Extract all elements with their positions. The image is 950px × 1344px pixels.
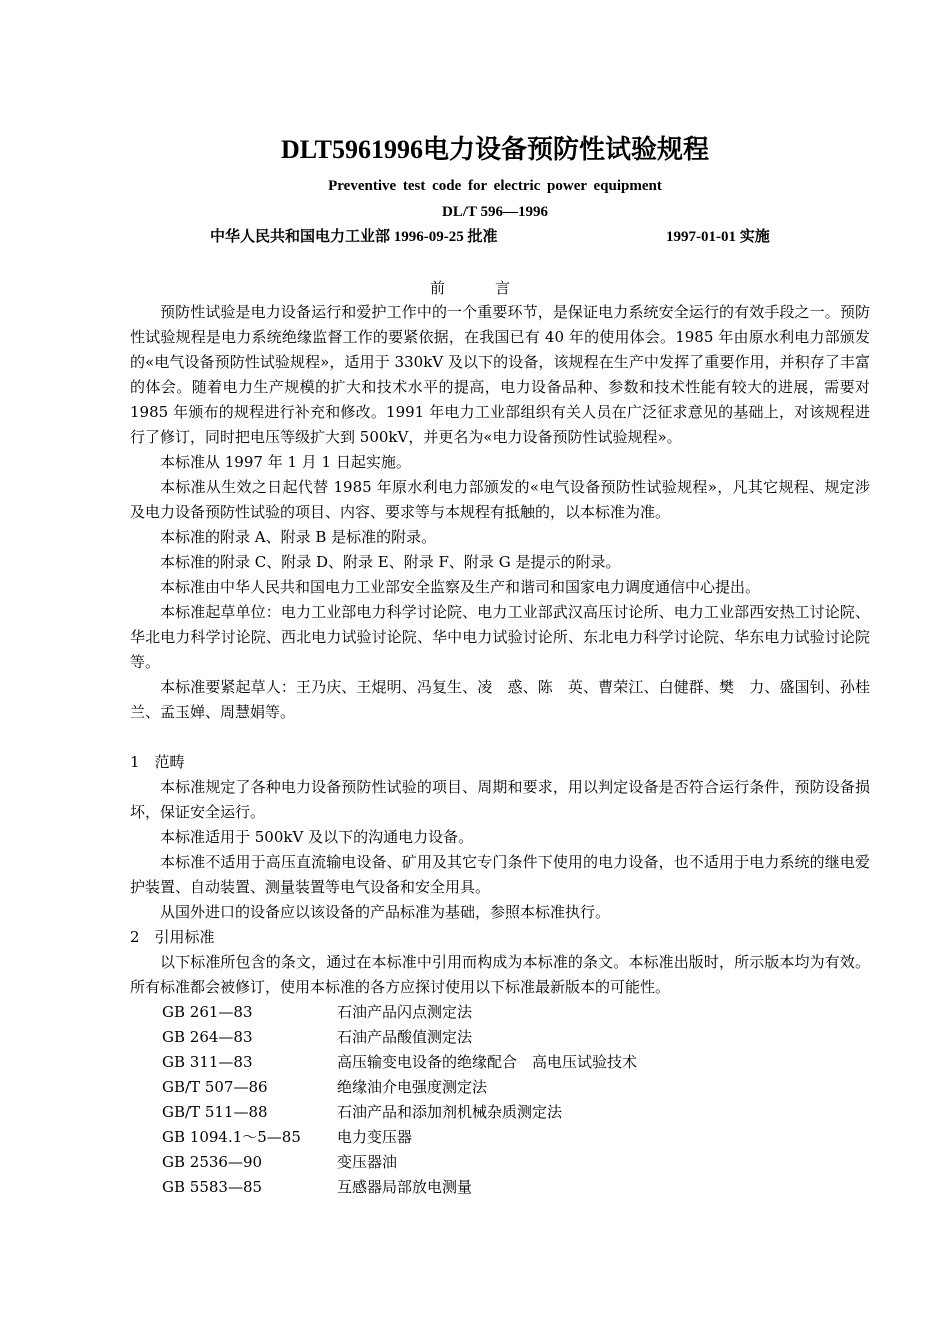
section-1-paragraph: 本标准不适用于高压直流输电设备、矿用及其它专门条件下使用的电力设备，也不适用于电力系统的继电爱护装置、自动装置、测量装置等电气设备和安全用具。 [130, 853, 870, 896]
reference-row [130, 1025, 637, 1050]
reference-code: GB 2536—90 [162, 1153, 263, 1171]
reference-row [130, 1175, 637, 1200]
reference-code: GB 311—83 [162, 1053, 253, 1071]
preface-paragraph: 本标准起草单位：电力工业部电力科学讨论院、电力工业部武汉高压讨论所、电力工业部西安热工讨论院、华北电力科学讨论院、西北电力试验讨论院、华中电力试验讨论所、东北电力科学讨论院、华东电力试验讨论院等。 [130, 603, 870, 671]
effective-date: 1997-01-01 实施 [666, 229, 770, 245]
reference-name: 高压输变电设备的绝缘配合 高电压试验技术 [337, 1053, 638, 1071]
standard-code: DL/T 596—1996 [442, 204, 548, 220]
preface-heading: 前言 [429, 279, 560, 297]
reference-name: 石油产品闪点测定法 [337, 1003, 473, 1021]
reference-code: GB/T 511—88 [162, 1103, 268, 1121]
document-title: DLT5961996电力设备预防性试验规程 [280, 135, 710, 164]
preface-paragraph: 预防性试验是电力设备运行和爱护工作中的一个重要环节，是保证电力系统安全运行的有效手段之一。预防性试验规程是电力系统绝缘监督工作的要紧依据，在我国已有 40 年的使用体会。1985 年由原水利电力部颁发的«电气设备预防性试验规程»，适用于 330kV 及以下的设备，该规程在生产中发挥了重要作用，并积存了丰富的体会。随着电力生产规模的扩大和技术水平的提高，电力设备品种、参数和技术性能有较大的进展，需要对 1985 年颁布的规程进行补充和修改。1991 年电力工业部组织有关人员在广泛征求意见的基础上，对该规程进行了修订，同时把电压等级扩大到 500kV，并更名为«电力设备预防性试验规程»。 [130, 303, 870, 446]
preface-paragraph: 本标准的附录 C、附录 D、附录 E、附录 F、附录 G 是提示的附录。 [160, 553, 621, 571]
preface-paragraph: 本标准的附录 A、附录 B 是标准的附录。 [160, 528, 437, 546]
reference-row [130, 1050, 637, 1075]
section-2-heading: 2 引用标准 [130, 928, 215, 946]
reference-row [130, 1100, 637, 1125]
section-1-heading: 1 范畴 [130, 753, 185, 771]
reference-name: 变压器油 [337, 1153, 398, 1171]
reference-code: GB 5583—85 [162, 1178, 263, 1196]
reference-code: GB 261—83 [162, 1003, 253, 1021]
approval-line: 中华人民共和国电力工业部 1996-09-25 批准 [210, 229, 498, 245]
preface-paragraph: 本标准由中华人民共和国电力工业部安全监察及生产和谐司和国家电力调度通信中心提出。 [160, 578, 761, 596]
reference-row [130, 1150, 637, 1175]
reference-name: 电力变压器 [337, 1128, 413, 1146]
section-1-paragraph: 本标准适用于 500kV 及以下的沟通电力设备。 [160, 828, 474, 846]
preface-paragraph: 本标准从 1997 年 1 月 1 日起实施。 [160, 453, 411, 471]
reference-row [130, 1075, 637, 1100]
section-1-paragraph: 本标准规定了各种电力设备预防性试验的项目、周期和要求，用以判定设备是否符合运行条件，预防设备损坏，保证安全运行。 [130, 778, 870, 821]
reference-name: 绝缘油介电强度测定法 [337, 1078, 488, 1096]
reference-row [130, 1125, 637, 1150]
reference-name: 互感器局部放电测量 [337, 1178, 473, 1196]
reference-row [130, 1000, 637, 1025]
document-subtitle: Preventive test code for electric power equipment [328, 178, 662, 194]
preface-paragraph: 本标准从生效之日起代替 1985 年原水利电力部颁发的«电气设备预防性试验规程»，凡其它规程、规定涉及电力设备预防性试验的项目、内容、要求等与本规程有抵触的，以本标准为准。 [130, 478, 870, 521]
reference-name: 石油产品酸值测定法 [337, 1028, 473, 1046]
reference-code: GB 1094.1～5—85 [162, 1128, 301, 1146]
reference-name: 石油产品和添加剂机械杂质测定法 [337, 1103, 563, 1121]
reference-code: GB 264—83 [162, 1028, 253, 1046]
spacer [130, 725, 870, 750]
reference-list [130, 1000, 637, 1200]
document-body [130, 300, 870, 1200]
section-1-paragraph: 从国外进口的设备应以该设备的产品标准为基础，参照本标准执行。 [160, 903, 611, 921]
preface-paragraph: 本标准要紧起草人：王乃庆、王焜明、冯复生、凌 惑、陈 英、曹荣江、白健群、樊 力、盛国钊、孙桂兰、孟玉婵、周慧娟等。 [130, 678, 870, 721]
section-2-intro: 以下标准所包含的条文，通过在本标准中引用而构成为本标准的条文。本标准出版时，所示版本均为有效。所有标准都会被修订，使用本标准的各方应探讨使用以下标准最新版本的可能性。 [130, 953, 870, 996]
reference-code: GB/T 507—86 [162, 1078, 268, 1096]
